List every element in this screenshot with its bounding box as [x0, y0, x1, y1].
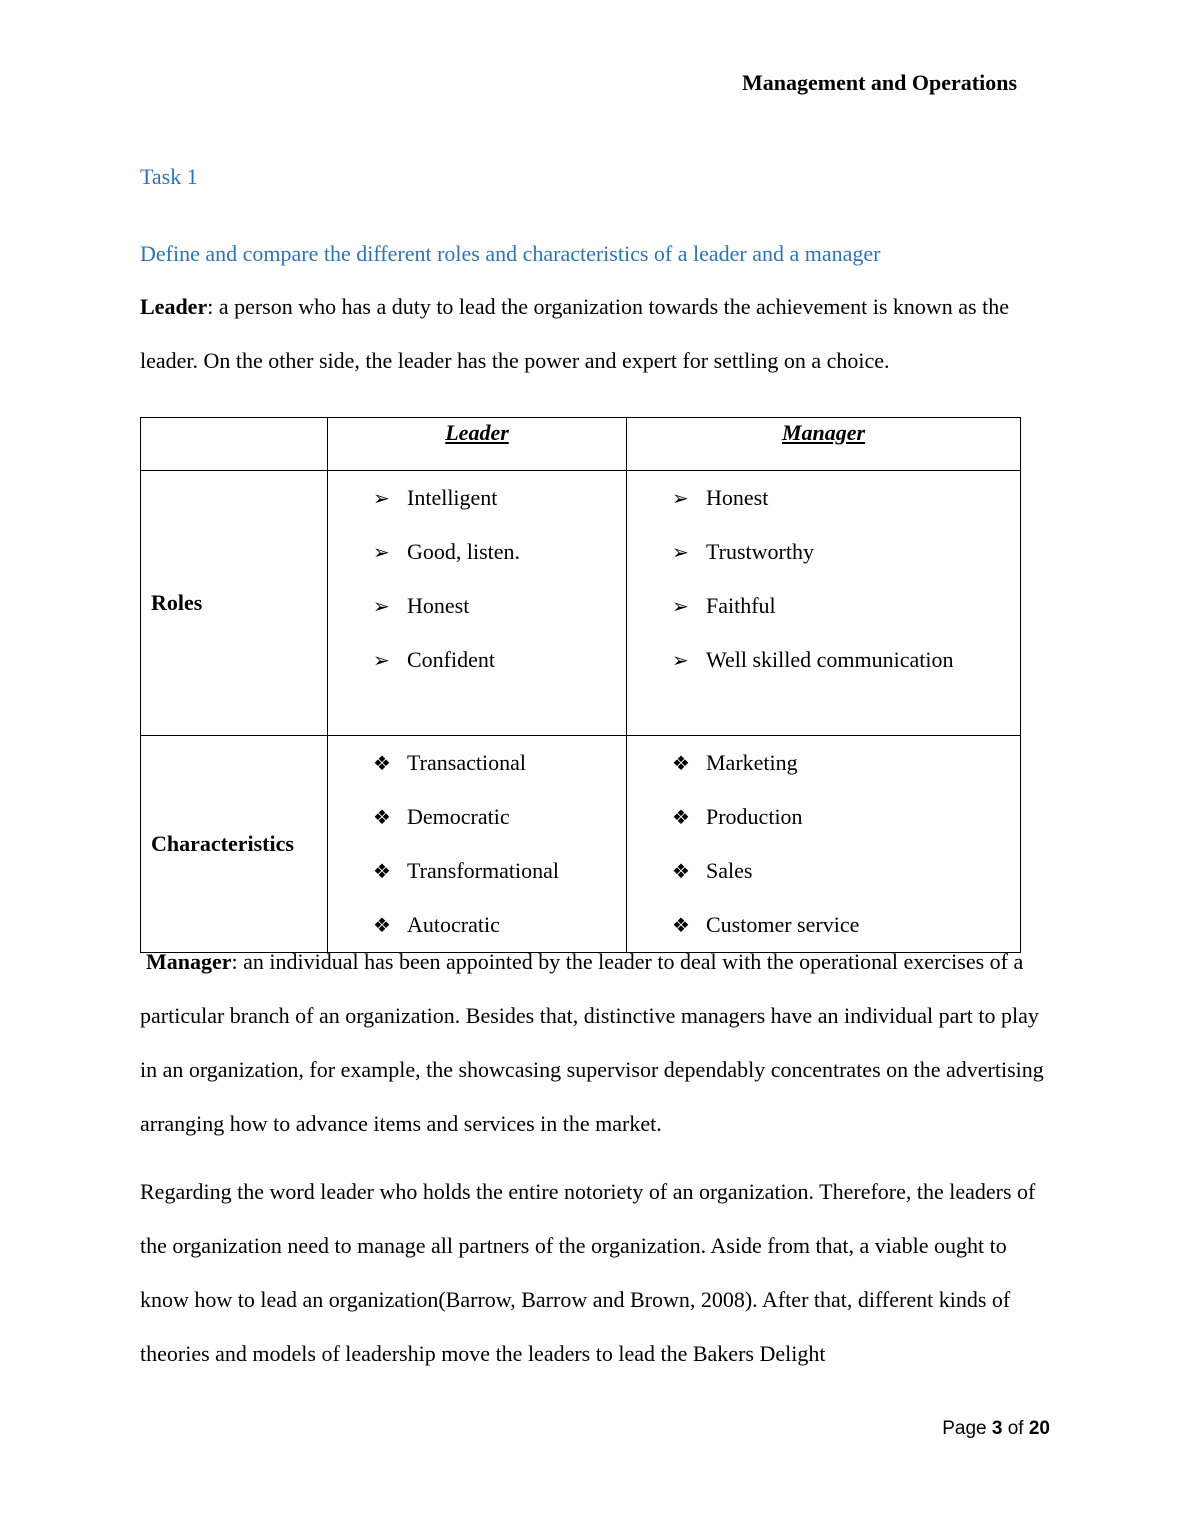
list-item: ➢ Honest [373, 593, 470, 618]
characteristics-leader-cell [328, 736, 627, 953]
four-diamond-bullet-icon: ❖ [373, 805, 391, 829]
arrowhead-bullet-icon: ➢ [672, 540, 689, 564]
leadership-paragraph: Regarding the word leader who holds the entire notoriety of an organization. Therefore, the leaders of the organization need to manage all partners of the organization. Aside from that, a viable ought to know how to lead an organization(Barrow, Barrow and Brown, 2008). After that, different kinds of theories and models of leadership move the leaders to lead the Bakers Delight [140, 1179, 1036, 1366]
roles-leader-list [328, 471, 626, 687]
roles-leader-cell [328, 471, 627, 736]
list-item: ➢ Honest [672, 485, 769, 510]
four-diamond-bullet-icon: ❖ [373, 751, 391, 775]
characteristics-manager-list [627, 736, 1020, 952]
characteristics-manager-cell [627, 736, 1021, 953]
section-heading: Define and compare the different roles and characteristics of a leader and a manager [140, 241, 881, 266]
list-item: ➢ Well skilled communication [672, 647, 954, 672]
roles-manager-list [627, 471, 1020, 687]
table-header-row [141, 418, 1021, 471]
list-item: ❖ Sales [672, 858, 753, 883]
page-number: Page 3 of 20 [942, 1418, 1050, 1439]
four-diamond-bullet-icon: ❖ [672, 805, 690, 829]
arrowhead-bullet-icon: ➢ [672, 486, 689, 510]
leader-manager-comparison-table [140, 417, 1021, 953]
list-item: ❖ Transactional [373, 750, 526, 775]
characteristics-leader-list [328, 736, 626, 952]
roles-manager-cell [627, 471, 1021, 736]
list-item: ➢ Intelligent [373, 485, 498, 510]
four-diamond-bullet-icon: ❖ [672, 913, 690, 937]
leader-definition-paragraph [140, 280, 1050, 388]
arrowhead-bullet-icon: ➢ [373, 486, 390, 510]
running-header: Management and Operations [742, 70, 1017, 95]
list-item: ❖ Customer service [672, 912, 860, 937]
leader-term: Leader [140, 294, 208, 319]
arrowhead-bullet-icon: ➢ [672, 648, 689, 672]
table-corner-cell [141, 418, 328, 471]
arrowhead-bullet-icon: ➢ [373, 594, 390, 618]
leader-definition-text: : a person who has a duty to lead the organization towards the achievement is known as the leader. On the other side, the leader has the power and expert for settling on a choice. [140, 294, 1009, 373]
arrowhead-bullet-icon: ➢ [373, 648, 390, 672]
arrowhead-bullet-icon: ➢ [672, 594, 689, 618]
four-diamond-bullet-icon: ❖ [373, 859, 391, 883]
manager-definition-paragraph [140, 935, 1050, 1151]
row-label-roles: Roles [141, 471, 328, 736]
list-item: ➢ Good, listen. [373, 539, 521, 564]
table-row-characteristics [141, 736, 1021, 953]
list-item: ❖ Autocratic [373, 912, 500, 937]
four-diamond-bullet-icon: ❖ [672, 751, 690, 775]
list-item: ❖ Democratic [373, 804, 510, 829]
list-item: ➢ Trustworthy [672, 539, 814, 564]
table-row-roles [141, 471, 1021, 736]
arrowhead-bullet-icon: ➢ [373, 540, 390, 564]
list-item: ❖ Transformational [373, 858, 559, 883]
four-diamond-bullet-icon: ❖ [672, 859, 690, 883]
list-item: ❖ Production [672, 804, 803, 829]
four-diamond-bullet-icon: ❖ [373, 913, 391, 937]
list-item: ➢ Faithful [672, 593, 776, 618]
task-heading: Task 1 [140, 164, 198, 189]
list-item: ❖ Marketing [672, 750, 798, 775]
total-pages: 20 [1028, 1418, 1050, 1439]
manager-definition-text: : an individual has been appointed by the leader to deal with the operational exercises of a particular branch of an organization. Besides that, distinctive managers have an individual part to play in an organization, for example, the showcasing supervisor dependably concentrates on the advertising arranging how to advance items and services in the market. [140, 949, 1044, 1136]
column-header-leader: Leader [328, 418, 627, 471]
manager-term: Manager [146, 949, 232, 974]
list-item: ➢ Confident [373, 647, 495, 672]
row-label-characteristics: Characteristics [141, 736, 328, 953]
column-header-manager: Manager [627, 418, 1021, 471]
current-page: 3 [991, 1418, 1003, 1439]
